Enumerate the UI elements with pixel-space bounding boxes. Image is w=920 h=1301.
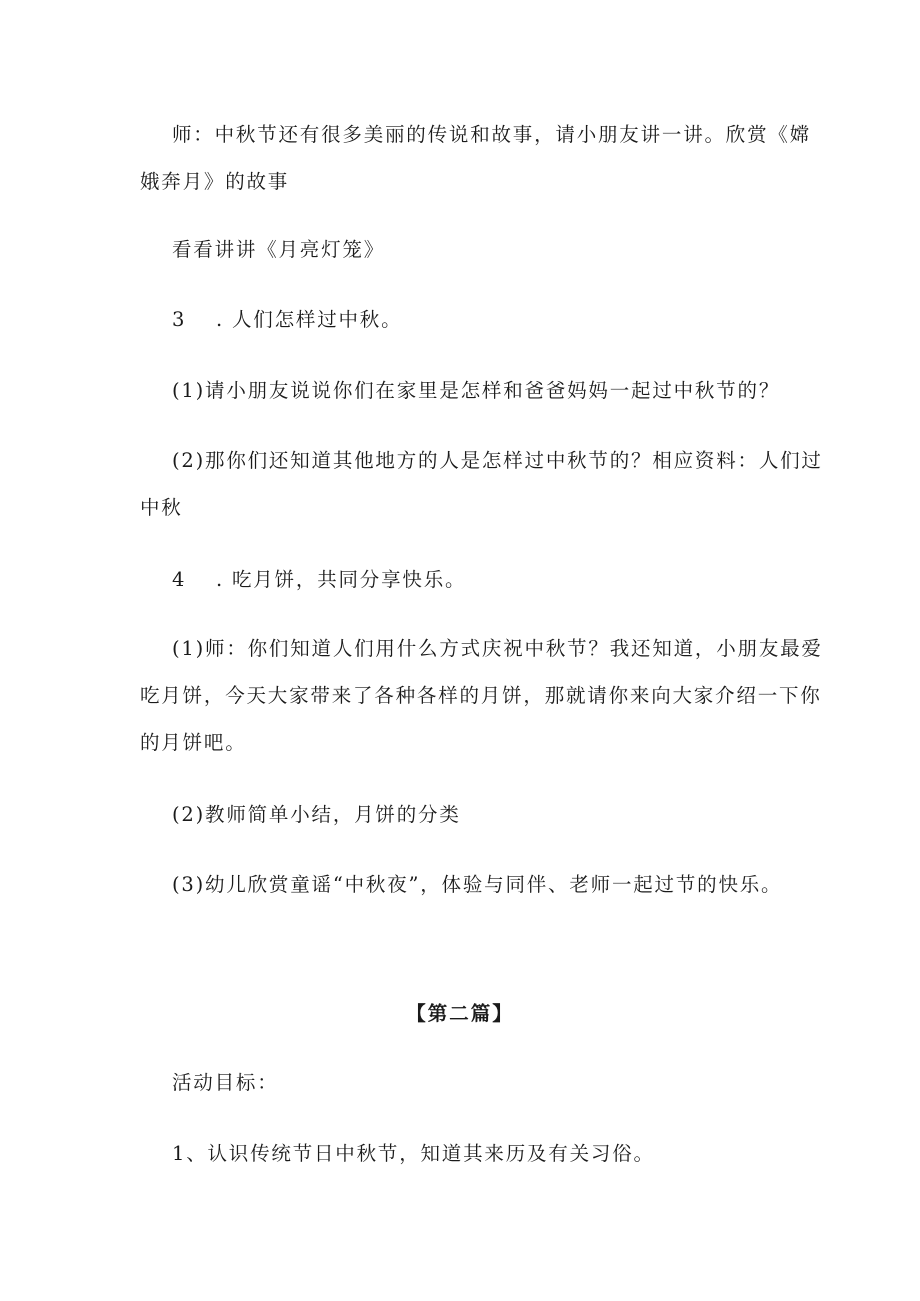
section-heading: 【第二篇】 bbox=[406, 1002, 514, 1025]
paragraph-lantern: 看看讲讲《月亮灯笼》 bbox=[172, 238, 386, 261]
paragraph-mooncake-line2: 吃月饼，今天大家带来了各种各样的月饼，那就请你来向大家介绍一下你 bbox=[140, 684, 822, 707]
paragraph-mooncake-line1: (1)师：你们知道人们用什么方式庆祝中秋节？我还知道，小朋友最爱 bbox=[172, 637, 823, 660]
list-item-3 bbox=[172, 306, 402, 334]
list-item-4-text: . 吃月饼，共同分享快乐。 bbox=[216, 568, 467, 591]
paragraph-mooncake-line3: 的月饼吧。 bbox=[140, 731, 247, 754]
paragraph-goals-label: 活动目标： bbox=[172, 1071, 279, 1094]
paragraph-legend-line1: 师：中秋节还有很多美丽的传说和故事，请小朋友讲一讲。欣赏《嫦 bbox=[172, 123, 812, 146]
list-item-3-number: 3 bbox=[172, 308, 187, 331]
list-item-4 bbox=[172, 566, 466, 594]
list-item-4-number: 4 bbox=[172, 568, 187, 591]
list-item-3-text: . 人们怎样过中秋。 bbox=[216, 308, 403, 331]
paragraph-sub-2-line1: (2)那你们还知道其他地方的人是怎样过中秋节的？相应资料：人们过 bbox=[172, 449, 823, 472]
paragraph-summary: (2)教师简单小结，月饼的分类 bbox=[172, 803, 461, 826]
paragraph-sub-2-line2: 中秋 bbox=[140, 496, 183, 519]
paragraph-legend-line2: 娥奔月》的故事 bbox=[140, 170, 290, 193]
paragraph-goal-1: 1、认识传统节日中秋节，知道其来历及有关习俗。 bbox=[172, 1142, 655, 1165]
paragraph-sub-1: (1)请小朋友说说你们在家里是怎样和爸爸妈妈一起过中秋节的？ bbox=[172, 379, 781, 402]
paragraph-rhyme: (3)幼儿欣赏童谣“中秋夜”，体验与同伴、老师一起过节的快乐。 bbox=[172, 873, 783, 896]
